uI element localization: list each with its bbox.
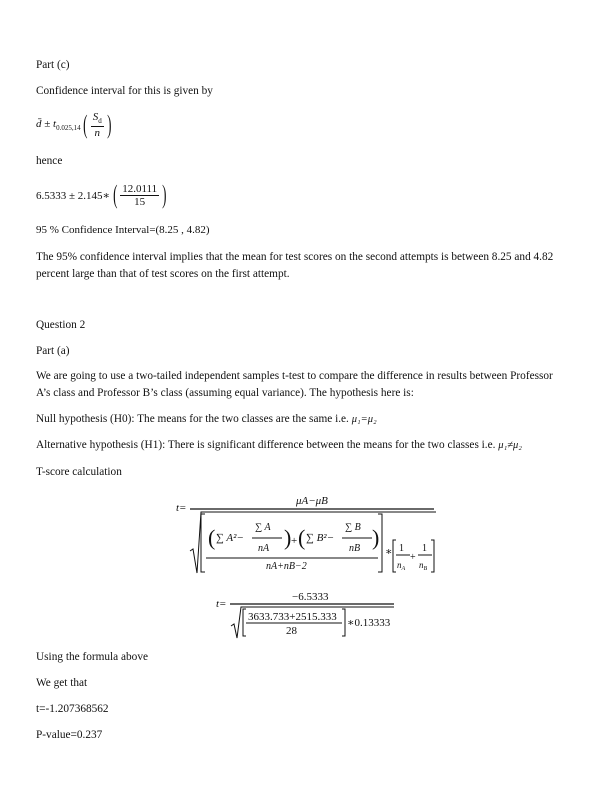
svg-text:nA: $n_A$ bbox=[397, 560, 406, 572]
question2-heading: Question 2 bbox=[36, 319, 86, 331]
using-formula: Using the formula above bbox=[36, 651, 148, 663]
part-a-heading: Part (a) bbox=[36, 345, 70, 357]
recip-a-one: 1 bbox=[399, 543, 404, 554]
pooled-denominator: nA+nB−2 bbox=[266, 561, 307, 572]
t-calc-eq: t= bbox=[216, 598, 227, 610]
t-formula-numerator: μA−μB bbox=[296, 495, 328, 507]
svg-text:(: ( bbox=[208, 525, 216, 550]
ci-calc-num: 12.0111 bbox=[122, 182, 158, 195]
ci-formula-num-sub: d bbox=[98, 117, 102, 126]
ci-calc-den: 15 bbox=[120, 195, 159, 208]
alt-hypothesis-math: μ₁≠μ₂ bbox=[498, 440, 522, 451]
part-c-heading: Part (c) bbox=[36, 59, 70, 71]
hence-text: hence bbox=[36, 155, 63, 167]
null-hypothesis-text: Null hypothesis (H0): The means for the two classes are the same i.e. bbox=[36, 413, 349, 425]
svg-text:): ) bbox=[284, 525, 292, 550]
sum-a-inner: ∑ A bbox=[255, 522, 271, 533]
null-hypothesis-math: μ₁=μ₂ bbox=[351, 414, 377, 425]
ci-formula-base: d̄ ± t bbox=[36, 117, 57, 130]
t-calc-inner-num: 3633.733+2515.333 bbox=[248, 611, 337, 623]
formula-plus: + bbox=[291, 535, 298, 547]
t-result: t=-1.207368562 bbox=[36, 703, 109, 715]
svg-text:(: ( bbox=[298, 525, 306, 550]
sum-a-term: ∑ A²− bbox=[216, 532, 244, 544]
n-b-label: nB bbox=[349, 543, 361, 554]
ci-calc-lead: 6.5333 ± 2.145∗ bbox=[36, 189, 111, 202]
ci-general-formula: d̄ ± $t_{0.025,14}$ ( $\frac{S_d}{n}$ ) bbox=[36, 110, 112, 139]
sum-b-inner: ∑ B bbox=[345, 522, 361, 533]
sum-b-term: ∑ B²− bbox=[306, 532, 335, 544]
svg-text:+: + bbox=[410, 552, 416, 563]
t-calc-tail: ∗0.13333 bbox=[347, 617, 391, 629]
ci-formula-num: S bbox=[92, 111, 99, 124]
t-formula-eq: t= bbox=[176, 502, 187, 514]
t-calc-inner-den: 28 bbox=[286, 625, 297, 637]
ci-result: 95 % Confidence Interval=(8.25 , 4.82) bbox=[36, 224, 210, 236]
q2-intro: We are going to use a two-tailed independent samples t-test to compare the difference in results between Professor A’s class and Professor B’s class (assuming equal variance). The hypothesis here is: bbox=[36, 370, 553, 399]
formula-star: ∗ bbox=[385, 546, 393, 558]
alt-hypothesis-text: Alternative hypothesis (H1): There is significant difference between the means for the two classes i.e. bbox=[36, 439, 496, 451]
n-a-label: nA bbox=[258, 543, 270, 554]
p-value-result: P-value=0.237 bbox=[36, 729, 103, 741]
ci-interpretation: The 95% confidence interval implies that the mean for test scores on the second attempts is between 8.25 and 4.82 percent large than that of test scores on the first attempt. bbox=[36, 251, 554, 280]
svg-text:nB: $n_B$ bbox=[419, 560, 428, 572]
svg-text:): ) bbox=[372, 525, 380, 550]
ci-calculation: 6.5333 ± 2.145∗ ( $\frac{12.0111}{15}$ ) bbox=[36, 180, 167, 209]
tscore-heading: T-score calculation bbox=[36, 466, 122, 478]
recip-b-one: 1 bbox=[422, 543, 427, 554]
ci-intro: Confidence interval for this is given by bbox=[36, 85, 213, 97]
ci-formula-sub: 0.025,14 bbox=[56, 124, 81, 133]
we-get-that: We get that bbox=[36, 677, 88, 689]
t-calc-numerator: −6.5333 bbox=[292, 591, 329, 603]
ci-formula-den: n bbox=[94, 126, 101, 139]
